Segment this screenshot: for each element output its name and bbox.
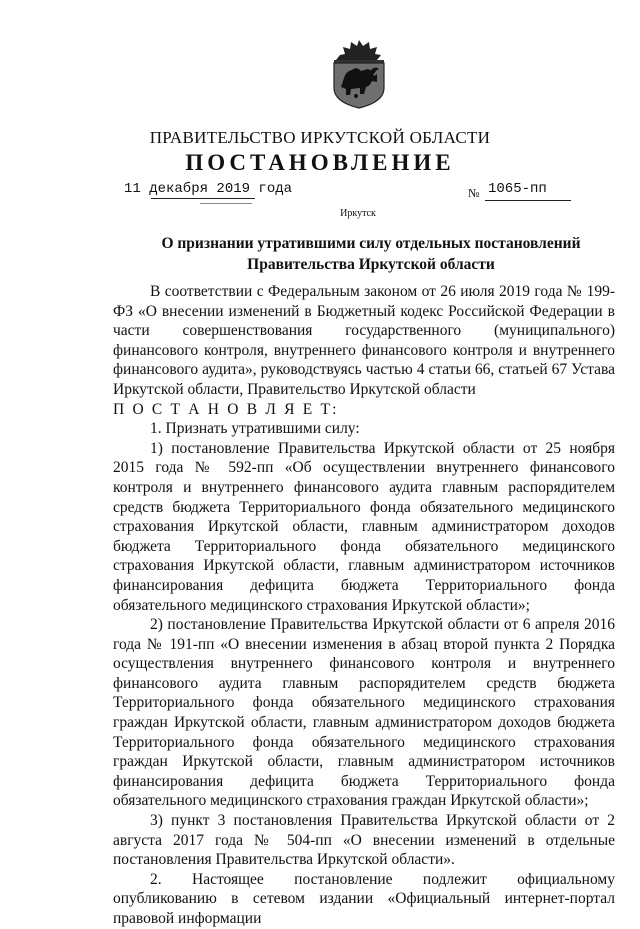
document-type: ПОСТАНОВЛЕНИЕ — [185, 150, 455, 175]
item-2: 2. Настоящее постановление подлежит официальному опубликованию в сетевом издании «Официальный интернет-портал правовой информации — [113, 870, 615, 927]
document-number: 1065-пп — [488, 181, 547, 197]
document-heading — [0, 233, 640, 275]
preamble-paragraph: В соответствии с Федеральным законом от 26 июля 2019 года № 199-ФЗ «О внесении изменений в Бюджетный кодекс Российской Федерации в части совершенствования государственного (муниципального) финансового контроля, внутреннего финансового контроля и внутреннего финансового аудита», руководствуясь частью 4 статьи 66, статьей 67 Устава Иркутской области, Правительство Иркутской области — [113, 283, 615, 398]
city-name: Иркутск — [340, 208, 376, 219]
subitem-2: 2) постановление Правительства Иркутской области от 6 апреля 2016 года № 191-пп «О внесении изменения в абзац второй пункта 2 Порядка осуществления внутреннего финансового контроля и внутреннего финансового аудита главным распорядителем средств бюджета Территориального фонда обязательного медицинского страхования граждан Иркутской области, главным администратором доходов бюджета Территориального фонда обязательного медицинского страхования граждан Иркутской области, главным администратором источников финансирования дефицита бюджета Территориального фонда обязательного медицинского страхования граждан Иркутской области»; — [113, 616, 615, 810]
subitem-1: 1) постановление Правительства Иркутской области от 25 ноября 2015 года № 592-пп «Об осуществлении внутреннего финансового контроля и внутреннего финансового аудита главным распорядителем средств бюджета Территориального фонда обязательного медицинского страхования Иркутской области, главным администратором доходов бюджета Территориального фонда обязательного медицинского страхования Иркутской области, главным администратором источников финансирования дефицита бюджета Территориального фонда обязательного медицинского страхования Иркутской области»; — [113, 439, 615, 614]
coat-of-arms-icon — [328, 38, 390, 110]
government-name: ПРАВИТЕЛЬСТВО ИРКУТСКОЙ ОБЛАСТИ — [149, 128, 491, 147]
number-underline — [485, 200, 571, 201]
heading-line-1: О признании утратившими силу отдельных постановлений — [161, 235, 581, 252]
document-body — [113, 282, 615, 929]
subitem-3: 3) пункт 3 постановления Правительства Иркутской области от 2 августа 2017 года № 504-пп «О внесении изменений в отдельные постановления Правительства Иркутской области». — [113, 812, 615, 869]
document-date: 11 декабря 2019 года — [124, 181, 293, 197]
date-underline-dotted — [200, 203, 252, 204]
date-underline — [151, 198, 255, 199]
heading-line-2: Правительства Иркутской области — [247, 256, 495, 273]
item-1: 1. Признать утратившими силу: — [150, 420, 360, 438]
number-sign: № — [468, 186, 480, 200]
postanovlyaet-line: П О С Т А Н О В Л Я Е Т: — [113, 400, 339, 418]
